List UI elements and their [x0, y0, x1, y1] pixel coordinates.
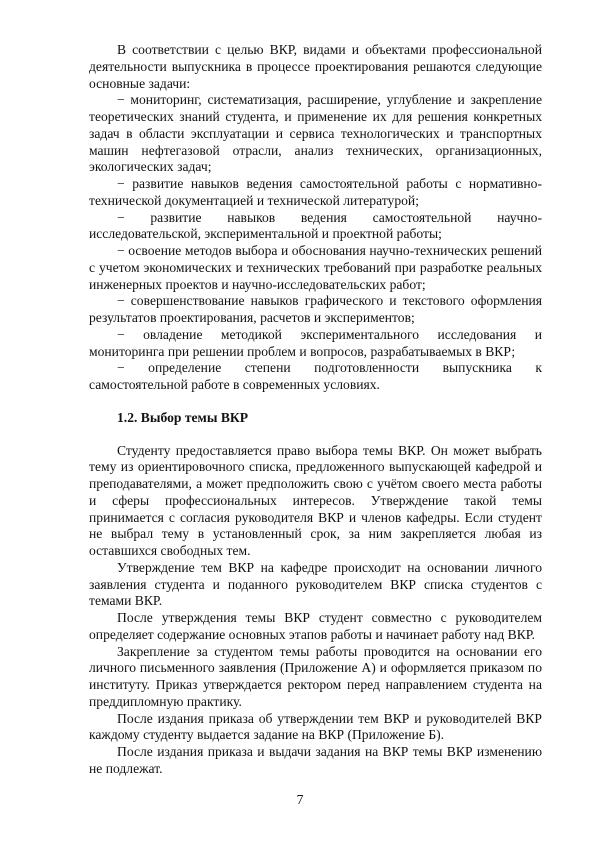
task-item: − совершенствование навыков графического и текстового оформления результатов проектирования, расчетов и экспериментов; [89, 293, 542, 325]
paragraph: После издания приказа и выдачи задания на ВКР темы ВКР изменению не подлежат. [89, 744, 542, 776]
paragraph: После утверждения темы ВКР студент совместно с руководителем определяет содержание основных этапов работы и начинает работу над ВКР. [89, 610, 542, 642]
intro-paragraph: В соответствии с целью ВКР, видами и объектами профессиональной деятельности выпускника в процессе проектирования решаются следующие основные задачи: [89, 42, 542, 91]
section-heading: 1.2. Выбор темы ВКР [117, 409, 249, 425]
page-body [89, 42, 542, 778]
task-item: − развитие навыков ведения самостоятельной работы с нормативно-технической документацией и технической литературой; [89, 176, 542, 208]
task-item: − мониторинг, систематизация, расширение, углубление и закрепление теоретических знаний студента, и применение их для решения конкретных задач в области эксплуатации и сервиса технологических и транспортных машин нефтегазовой отрасли, анализ технических, организационных, экологических задач; [89, 92, 542, 175]
paragraph: Закрепление за студентом темы работы проводится на основании его личного письменного заявления (Приложение А) и оформляется приказом по институту. Приказ утверждается ректором перед направлением студента на преддипломную практику. [89, 643, 542, 709]
task-item: − освоение методов выбора и обоснования научно-технических решений с учетом экономических и технических требований при разработке реальных инженерных проектов и научно-исследовательских работ; [89, 243, 542, 292]
task-item: − овладение методикой экспериментального исследования и мониторинга при решении проблем и вопросов, разрабатываемых в ВКР; [89, 326, 542, 359]
task-item: − определение степени подготовленности выпускника к самостоятельной работе в современных условиях. [89, 360, 542, 392]
paragraph: Утверждение тем ВКР на кафедре происходит на основании личного заявления студента и поданного руководителем ВКР списка студентов с темами ВКР. [89, 559, 542, 609]
page-number: 7 [296, 792, 304, 807]
task-list [89, 92, 542, 394]
paragraph: Студенту предоставляется право выбора темы ВКР. Он может выбрать тему из ориентировочного списка, предложенного выпускающей кафедрой и преподавателями, а может предположить свою с учётом своего места работы и сферы профессиональных интересов. Утверждение такой темы принимается с согласия руководителя ВКР и членов кафедры. Если студент не выбрал тему в установленный срок, за ним закрепляется любая из оставшихся свободных тем. [89, 442, 542, 558]
task-item: − развитие навыков ведения самостоятельной научно-исследовательской, экспериментальной и проектной работы; [89, 209, 542, 242]
paragraph: После издания приказа об утверждении тем ВКР и руководителей ВКР каждому студенту выдается задание на ВКР (Приложение Б). [89, 710, 542, 743]
